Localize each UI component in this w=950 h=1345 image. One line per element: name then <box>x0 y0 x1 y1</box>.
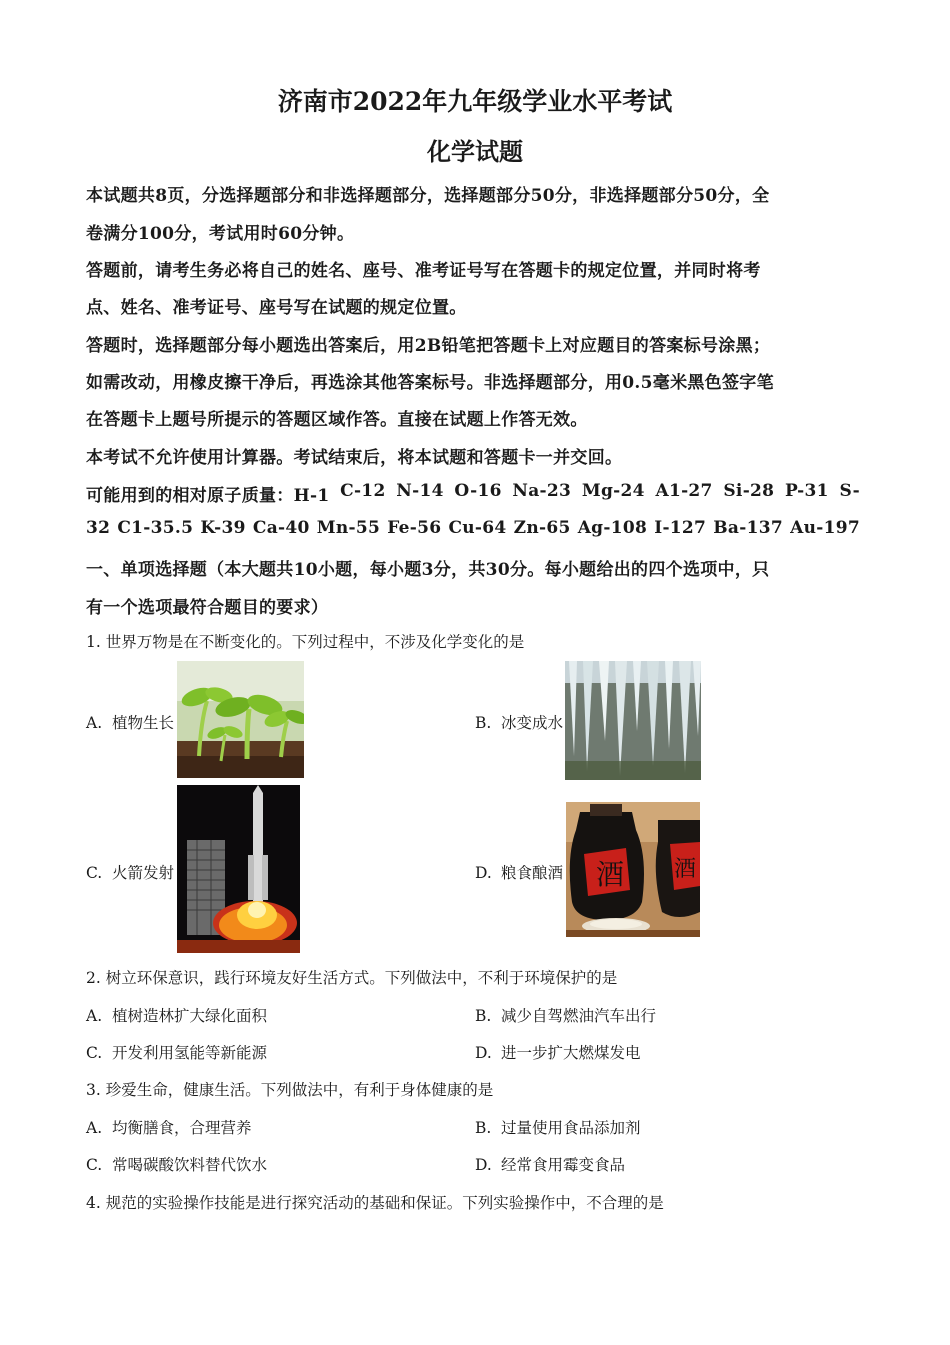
q2-option-c[interactable]: C. 开发利用氢能等新能源 <box>86 1044 268 1062</box>
ice-melting-image <box>565 661 701 780</box>
question-2-stem: 2. 树立环保意识，践行环境友好生活方式。下列做法中，不利于环境保护的是 <box>86 969 618 987</box>
atomic-mass-line: 32 C1-35.5 K-39 Ca-40 Mn-55 Fe-56 Cu-64 Zn-65 Ag-108 I-127 Ba-137 Au-197 <box>86 518 860 538</box>
question-1-stem: 1. 世界万物是在不断变化的。下列过程中，不涉及化学变化的是 <box>86 633 525 651</box>
instruction-line: 答题前，请考生务必将自己的姓名、座号、准考证号写在答题卡的规定位置，并同时将考 <box>86 261 761 281</box>
exam-title: 济南市2022年九年级学业水平考试 <box>277 87 673 116</box>
q3-option-b[interactable]: B. 过量使用食品添加剂 <box>475 1119 641 1137</box>
rocket-launch-image <box>177 785 300 953</box>
q2-option-a[interactable]: A. 植树造林扩大绿化面积 <box>86 1007 268 1025</box>
instruction-line: 答题时，选择题部分每小题选出答案后，用2B铅笔把答题卡上对应题目的答案标号涂黑； <box>86 336 771 356</box>
instruction-line: 本试题共8页，分选择题部分和非选择题部分，选择题部分50分，非选择题部分50分，全 <box>86 186 770 206</box>
instruction-line: 如需改动，用橡皮擦干净后，再选涂其他答案标号。非选择题部分，用0.5毫米黑色签字笔 <box>86 373 774 393</box>
q2-option-d[interactable]: D. 进一步扩大燃煤发电 <box>475 1044 641 1062</box>
q1-option-c[interactable]: C. 火箭发射 <box>86 864 175 882</box>
plant-growth-image <box>177 661 304 778</box>
q2-option-b[interactable]: B. 减少自驾燃油汽车出行 <box>475 1007 657 1025</box>
q3-option-a[interactable]: A. 均衡膳食，合理营养 <box>86 1119 252 1137</box>
wine-label-char: 酒 <box>596 858 625 891</box>
q3-option-d[interactable]: D. 经常食用霉变食品 <box>475 1156 626 1174</box>
q1-option-a[interactable]: A. 植物生长 <box>86 714 175 732</box>
question-3-stem: 3. 珍爱生命，健康生活。下列做法中，有利于身体健康的是 <box>86 1081 494 1099</box>
instruction-line: 本考试不允许使用计算器。考试结束后，将本试题和答题卡一并交回。 <box>86 448 623 468</box>
question-4-stem: 4. 规范的实验操作技能是进行探究活动的基础和保证。下列实验操作中，不合理的是 <box>86 1194 664 1212</box>
q1-option-b[interactable]: B. 冰变成水 <box>475 714 564 732</box>
instruction-line: 在答题卡上题号所提示的答题区域作答。直接在试题上作答无效。 <box>86 410 588 430</box>
grain-wine-image <box>566 802 700 937</box>
wine-label-char: 酒 <box>674 857 697 882</box>
instruction-line: 点、姓名、准考证号、座号写在试题的规定位置。 <box>86 298 467 318</box>
section-heading: 一、单项选择题（本大题共10小题，每小题3分，共30分。每小题给出的四个选项中，只 <box>86 560 770 580</box>
q3-option-c[interactable]: C. 常喝碳酸饮料替代饮水 <box>86 1156 268 1174</box>
section-heading: 有一个选项最符合题目的要求） <box>86 598 329 618</box>
instruction-line: 卷满分100分，考试用时60分钟。 <box>86 224 355 244</box>
atomic-mass-line: 可能用到的相对原子质量：H-1 C-12 N-14 O-16 Na-23 Mg-24 A1-27 Si-28 P-31 S- <box>86 481 860 506</box>
exam-subtitle: 化学试题 <box>427 137 523 166</box>
q1-option-d[interactable]: D. 粮食酿酒 <box>475 864 564 882</box>
